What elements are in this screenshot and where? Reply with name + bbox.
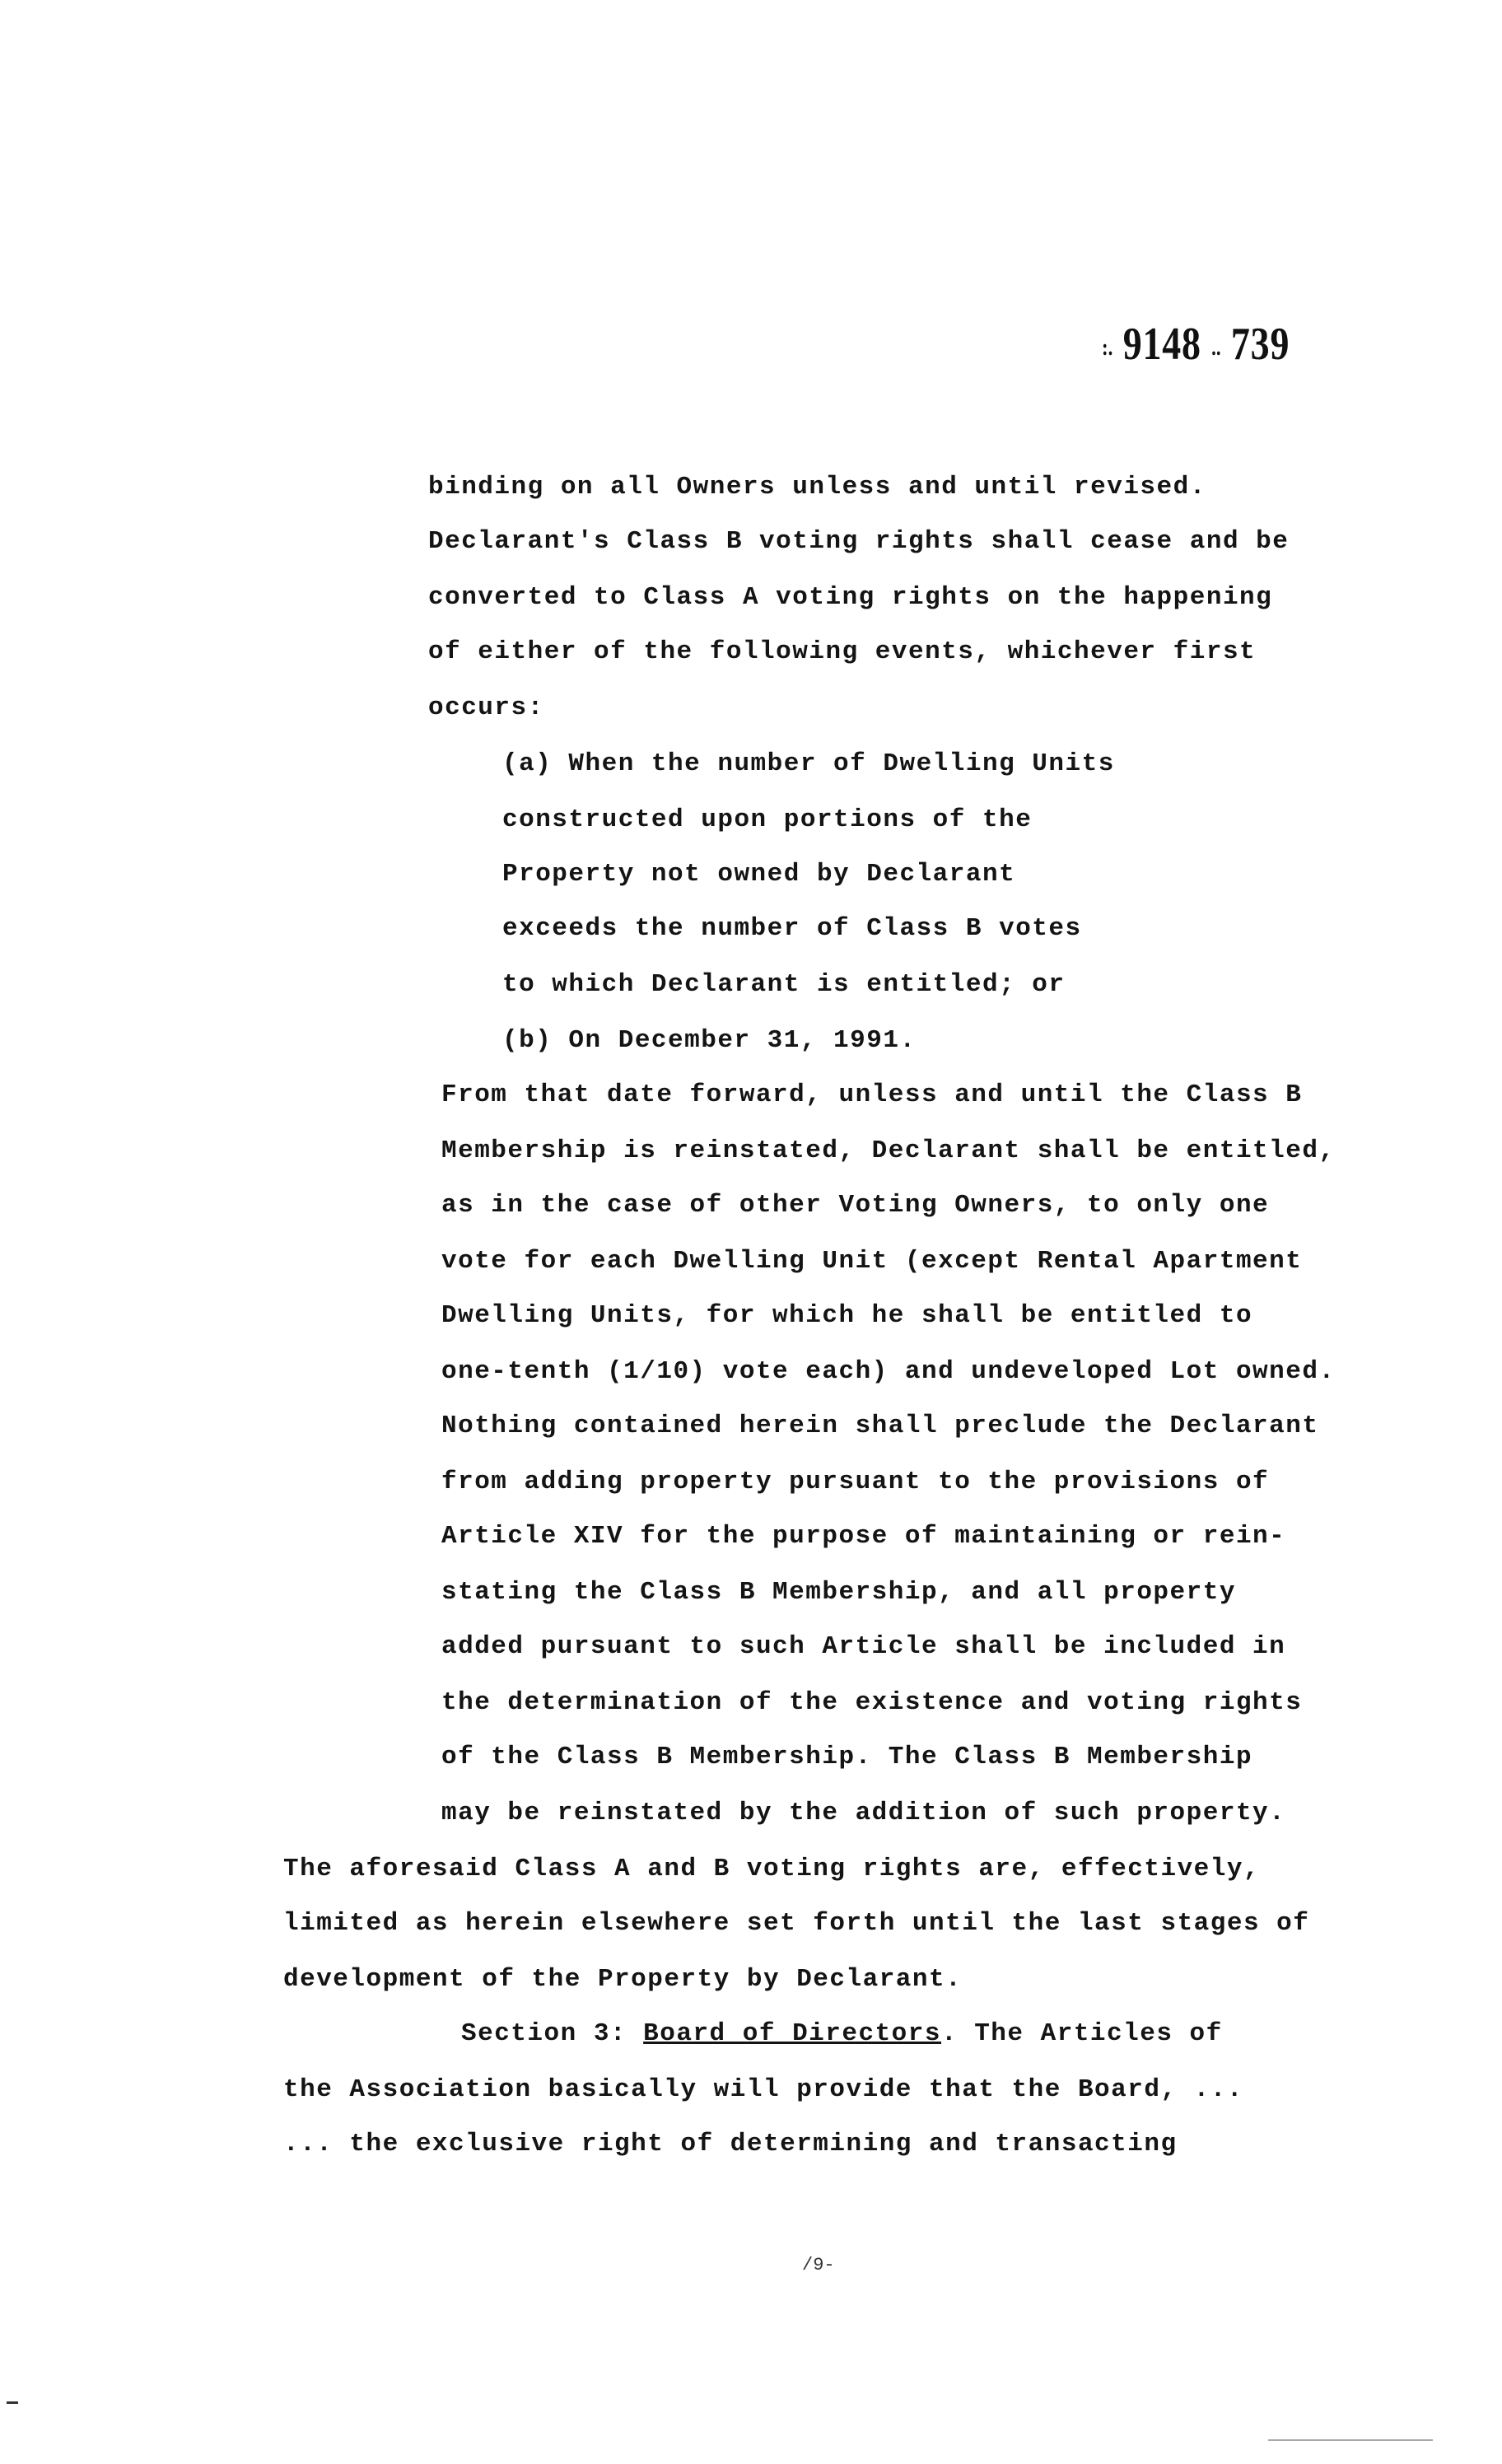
body-line: Membership is reinstated, Declarant shall be entitled, — [441, 1136, 1336, 1165]
body-line: of either of the following events, whichever first — [428, 637, 1257, 666]
body-line: one-tenth (1/10) vote each) and undeveloped Lot owned. — [441, 1357, 1336, 1386]
body-line: occurs: — [428, 693, 544, 722]
body-line: development of the Property by Declarant. — [283, 1965, 963, 1994]
list-item-a-line: exceeds the number of Class B votes — [502, 914, 1082, 943]
list-item-a-line: constructed upon portions of the — [502, 805, 1033, 834]
body-line: converted to Class A voting rights on the happening — [428, 583, 1273, 612]
body-line: ... the exclusive right of determining and transacting — [283, 2130, 1178, 2158]
section-title: Board of Directors — [643, 2019, 941, 2048]
list-item-b: (b) On December 31, 1991. — [502, 1026, 917, 1055]
body-line: From that date forward, unless and until the Class B — [441, 1080, 1303, 1109]
list-item-a-line: Property not owned by Declarant — [502, 860, 1016, 889]
body-line: stating the Class B Membership, and all property — [441, 1578, 1236, 1607]
page-number: /9- — [802, 2255, 835, 2275]
stamp-book-number: 9148 — [1122, 319, 1201, 370]
body-line: added pursuant to such Article shall be included in — [441, 1632, 1286, 1661]
scan-edge-mark — [1268, 2439, 1433, 2441]
body-line: may be reinstated by the addition of such property. — [441, 1799, 1286, 1827]
list-item-a: (a) When the number of Dwelling Units — [502, 749, 1115, 778]
stamp-prefix: :. — [1102, 335, 1113, 362]
stamp-separator: .. — [1211, 335, 1221, 362]
section-heading-line — [461, 2019, 1223, 2049]
recording-stamp — [1102, 318, 1290, 371]
body-line: binding on all Owners unless and until revised. — [428, 473, 1206, 502]
body-line: of the Class B Membership. The Class B Membership — [441, 1743, 1253, 1771]
body-line: The aforesaid Class A and B voting rights are, effectively, — [283, 1855, 1261, 1883]
body-line: as in the case of other Voting Owners, to only one — [441, 1191, 1270, 1220]
body-line: Declarant's Class B voting rights shall cease and be — [428, 527, 1290, 556]
body-line: Article XIV for the purpose of maintaining or rein- — [441, 1522, 1286, 1551]
body-line: vote for each Dwelling Unit (except Rental Apartment — [441, 1247, 1303, 1276]
body-line: Dwelling Units, for which he shall be entitled to — [441, 1301, 1253, 1330]
list-item-a-line: to which Declarant is entitled; or — [502, 970, 1066, 999]
body-line: the Association basically will provide that the Board, ... — [283, 2075, 1243, 2104]
body-line: the determination of the existence and voting rights — [441, 1688, 1303, 1717]
scan-edge-mark — [7, 2401, 18, 2404]
stamp-page-number: 739 — [1230, 319, 1290, 370]
section-number: Section 3: — [461, 2019, 627, 2048]
body-line: limited as herein elsewhere set forth until the last stages of — [283, 1909, 1310, 1938]
body-line: from adding property pursuant to the provisions of — [441, 1468, 1270, 1496]
body-line: Nothing contained herein shall preclude the Declarant — [441, 1412, 1319, 1440]
section-lead-text: . The Articles of — [941, 2019, 1223, 2048]
